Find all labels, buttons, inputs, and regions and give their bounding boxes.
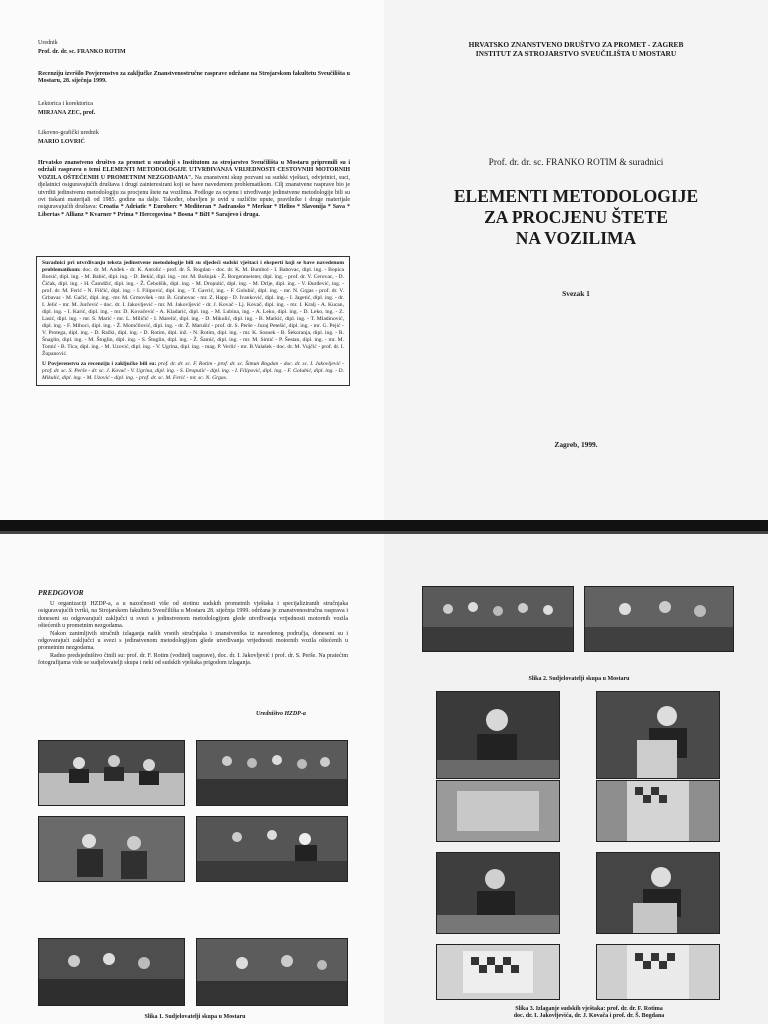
photo-podium-1 — [436, 780, 560, 842]
page-preface — [0, 534, 384, 1024]
photo-audience-3 — [38, 816, 185, 882]
review-note: Recenziju izvršilo Povjerenstvo za zaključke Znanstvenostručne rasprave održane na Strojarskom fakultetu Sveučilišta u Mostaru, 28. siječnja 1999. — [38, 71, 350, 85]
org-header — [384, 40, 768, 58]
book-title — [384, 186, 768, 249]
preface-para1: U organizaciji HZDP-a, a u nazočnosti više od stotinu sudskih prometnih vještaka i specijaliziranih stručnjaka osiguravajućih tvrtki, na Strojarskom fakultetu Sveučilišta u Mostaru 28. siječnja 1999. održana je znanstvenostručna rasprava i doneseni su odgovarajući zaključci u svezi s jedinstvenom metodologijom glede utvrđivanja vrijednosti motornih vozila oštećenih u prometnim nezgodama. — [38, 601, 348, 630]
photo-speaker-2 — [596, 691, 720, 779]
editor-name: Prof. dr. dr. sc. FRANKO ROTIM — [38, 49, 126, 55]
editor-label: Urednik — [38, 40, 58, 46]
preface-para2: Nakon zanimljivih stručnih izlaganja naših vrsnih stručnjaka i znanstvenika iz navedenog područja, doneseni su i odgovarajući zaključci u svezi s jedinstvenom metodologijom glede utvrđivanja vrijednosti motornih vozila oštećenih u prometnim nezgodama. — [38, 630, 348, 652]
intro-companies: Croatia * Adriatic * Euroherc * Mediteran * Jadransko * Merkur * Helios * Slavonija * Sava * Libertas * Allianz * Kvarner * Prima * Hercegovina * Bosna * BiH * Sarajevo i druga. — [38, 204, 350, 218]
caption-figure-2: Slika 2. Sudjelovatelji skupa u Mostaru — [528, 676, 630, 682]
box-committee-label: U Povjerenstvu za recenziju i zaključke bili su: — [42, 361, 157, 367]
photo-speaker-3 — [436, 852, 560, 934]
intro-block — [38, 160, 350, 219]
caption-figure-1: Slika 1. Sudjelovatelji skupa u Mostaru — [144, 1014, 246, 1020]
org-line1: HRVATSKO ZNANSTVENO DRUŠTVO ZA PROMET - ZAGREB — [468, 40, 684, 49]
preface-body — [38, 601, 348, 668]
photo-audience-2 — [196, 740, 348, 806]
place-year: Zagreb, 1999. — [554, 440, 598, 449]
photo-speaker-4 — [596, 852, 720, 934]
page-credits — [0, 0, 384, 520]
box-names: doc. dr. M. Anđek - dr. K. Antolić - prof. dr. Š. Bogdan - doc. dr. K. M. Bumbol - I. Babovac, dipl. ing. - Bopica Borsić, dipl. ing. - M. Babić, dipl. ing. - D. Bekić, dipl. ing. - mr. M. Bošnjak - Ž. Borgenmeister, dipl. ing. - prof. dr. V. Cerovac, - D. Čičak, dipl. ing. - H. Čamdžić, dipl. ing. - Ž. Čebolšik, dipl. ing. - M. Dropulić, dipl. ing. - M. Drlje, dipl. ing. - V. Đurđević, ing. - prof. dr. M. Ferić - N. Filčić, dipl. ing. - I. Filipović, dipl. ing. - T. Gavrić, ing. - F. Golubić, dipl. ing. - mr. N. Grgas - prof. dr. V. Grbavac - M. Gačić, dipl. ing. -mr. M. Grmovšek - mr. B. Grahovac - mr. Z. Happ - D. Ivanković, dipl. ing. - I. Jagetić, dipl. ing. - dr. I. Jelić - mr. M. Jurčević - doc. dr. I. Jakovljević - mr. M. Jakovljević - dr. J. Kovač - Lj. Kovač, dipl. ing. - mr. I. Kralj - A. Kucan, dipl. ing. - I. Karić, dipl. ing. - mr. D. Kovačević - A. Kladarić, dipl. ing. - M. Lubina, ing. - A. Leko, dipl. ing. - D. Leko, ing. - Z. Lasić, dipl. ing. - mr. S. Marić - mr. L. Miličić - I. Marelić, dipl. ing. - D. Mikulić, dipl. ing. - B. Markić, dipl. ing. - T. Mladinović, dipl. ing. - F. Mihoci, dipl. ing. - Ž. Momčilović, dipl. ing. - dr. Ž. Marušić - prof. dr. S. Perše - Juraj Petešić, dipl. ing. - mr. G. Pejić - V. Protega, dipl. ing. - D. Rački, dipl. ing. - D. Rotim, dipl. inž. - N. Rotim, dipl. ing. - mr. K. Sosnek - B. Šekoranja, dipl. ing. - R. Šnaglin, dipl. ing. - M. Štuglin, dipl. ing. - S. Štuglin, dipl. ing. - Ž. Šamić, dipl. ing. - mr. M. Simić - P. Šestan, dipl. ing. - mr. M. Tomić - B. Tica, dipl. ing. - M. Uzović, dipl. ing. - V. Ugrina, dipl. ing. - mag. P. Verlić - mr. B.Valašek - doc. dr. M. Vujčić - prof. dr. I. Županović. — [42, 267, 344, 357]
page-photos — [384, 534, 768, 1024]
scan-divider — [0, 520, 768, 534]
intro-bold: Hrvatsko znanstveno društvo za promet u suradnji s Institutom za strojarstvo Sveučilišta u Mostaru pripremili su i održali raspravu o temi ELEMENTI METODOLOGIJE UTVRĐIVANJA VRIJEDNOSTI CESTOVNIH MOTORNIH VOZILA OŠTEĆENIH U PROMETNIM NEZGODAMA". — [38, 160, 350, 181]
preface-heading: PREDGOVOR — [38, 588, 84, 597]
art-label: Likovno-grafički urednik — [38, 130, 99, 136]
preface-para3: Radno predsjedništvo činili su: prof. dr. F. Rotim (voditelj rasprave), doc. dr. I. Jakovljević i prof. dr. S. Perše. Na pratećim fotografijama vide se sudjelovatelji skupa i neki od sudskih vještaka prigodom izlaganja. — [38, 652, 348, 667]
photo-speaker-1 — [436, 691, 560, 779]
org-line2: INSTITUT ZA STROJARSTVO SVEUČILIŠTA U MOSTARU — [475, 49, 677, 58]
proof-name: MIRJANA ZEC, prof. — [38, 110, 96, 116]
caption-figure-3 — [454, 1006, 724, 1020]
title-line2: ZA PROCJENU ŠTETE — [484, 207, 668, 227]
photo-audience-4 — [196, 816, 348, 882]
photo-hall-1 — [422, 586, 574, 652]
photo-podium-4 — [596, 944, 720, 1000]
title-line3: NA VOZILIMA — [515, 228, 637, 248]
preface-signature: Uredništvo HZDP-a — [256, 711, 306, 717]
caption-figure-3-line2: doc. dr. I. Jakovljevića, dr. J. Kovača i prof. dr. Š. Bogdana — [513, 1013, 665, 1020]
page-title-sheet — [384, 0, 768, 520]
photo-audience-6 — [196, 938, 348, 1006]
proof-label: Lektorica i korektorica — [38, 101, 93, 107]
photo-audience-1 — [38, 740, 185, 806]
title-line1: ELEMENTI METODOLOGIJE — [453, 186, 699, 206]
intro-text: Na znanstveni skup pozvani su sudski vještaci, odvjetnici, suci, djelatnici osiguravajućih društava i drugi zainteresirani koji se bave navedenom problematikom. Cilj znanstvene rasprave bio je utvrditi jedinstvenu metodologiju za procjenu štete na vozilima. Podloge za ocjenu i utvrđivanje jedinstvene metodologije bili su ovi tiskani materijali od 1985. godine na dalje. Također, obavljen je uvid u različite upute, pravilnike i druge materijale osiguravajućih društava: — [38, 174, 351, 211]
box-heading: Suradnici pri utvrđivanju teksta jedinstvene metodologije bili su sljedeći sudski vještaci i eksperti koji se bave navedenom problematikom: — [42, 260, 344, 273]
photo-podium-3 — [436, 944, 560, 1000]
photo-audience-5 — [38, 938, 185, 1006]
volume: Svezak 1 — [562, 289, 590, 298]
box-committee-names: prof. dr. dr. sc. F. Rotim - prof. dr. sc. Šimun Bogdan - doc. dr. sc. I. Jakovljević - prof. dr. sc. S. Perše - dr. sc. J. Kovač - V. Ugrina, dipl. ing. - S. Dropulić - dipl. ing. - I. Filipović, dipl. ing. - F. Golubić, dipl. ing. - D. Mikulić, dipl. ing. - M. Uzović - dipl. ing. - prof. dr. sc. M. Ferić - mr. sc. N. Grgas. — [42, 361, 345, 381]
caption-figure-3-line1: Slika 3. Izlaganje sudskih vještaka: prof. dr. dr. F. Rotima — [515, 1006, 663, 1012]
collaborators-box — [36, 256, 350, 386]
photo-hall-2 — [584, 586, 734, 652]
art-name: MARIO LOVRIĆ — [38, 139, 85, 145]
photo-podium-2 — [596, 780, 720, 842]
authors: Prof. dr. dr. sc. FRANKO ROTIM & suradnici — [488, 158, 664, 168]
